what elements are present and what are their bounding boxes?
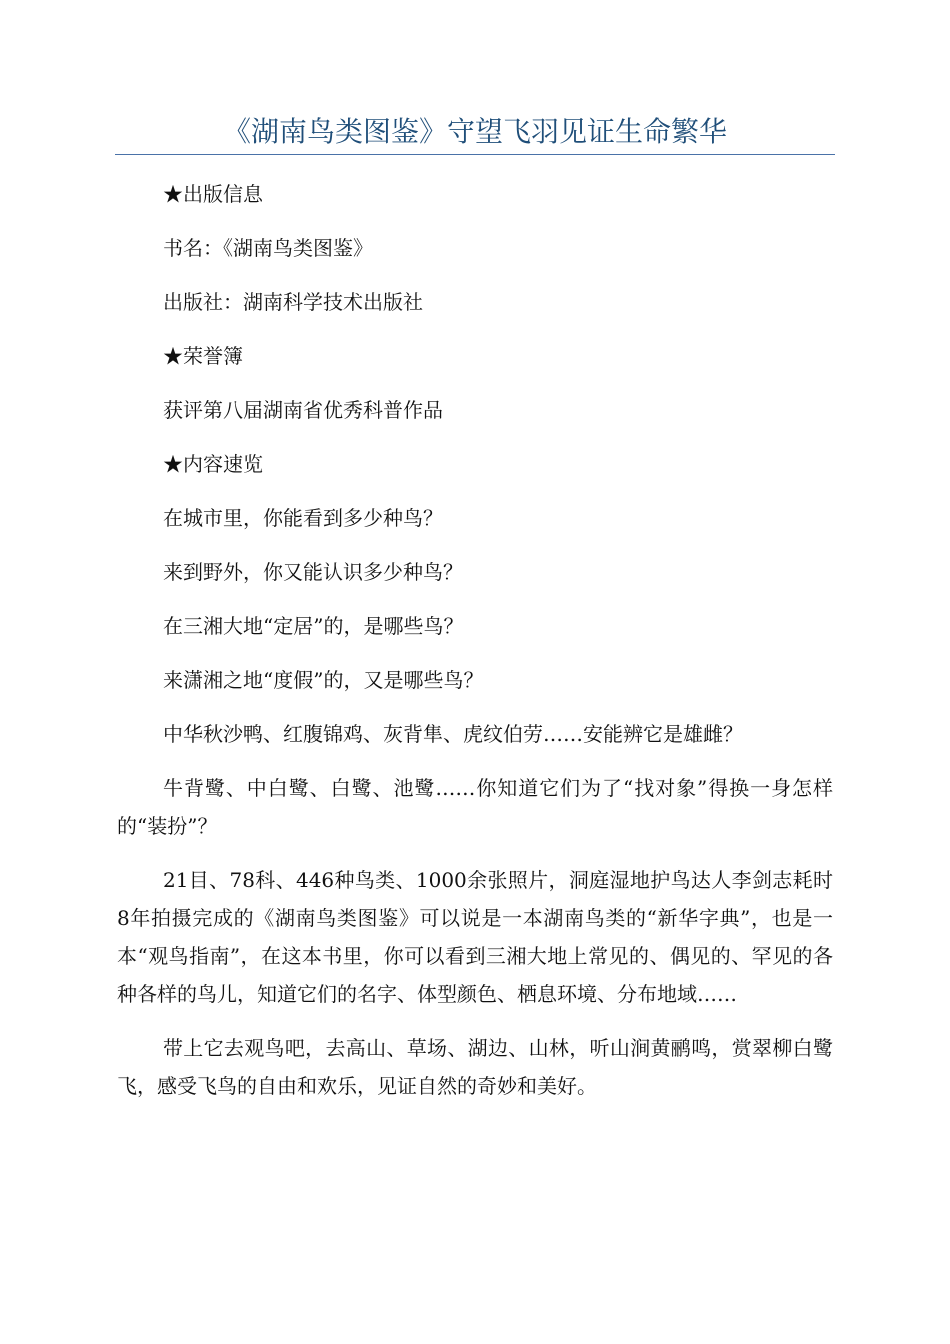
- publisher-line: 出版社：湖南科学技术出版社: [163, 290, 423, 314]
- award-line: 获评第八届湖南省优秀科普作品: [163, 398, 443, 422]
- document-title: 《湖南鸟类图鉴》守望飞羽见证生命繁华: [222, 115, 727, 148]
- question-line: 在三湘大地“定居”的，是哪些鸟？: [163, 614, 464, 638]
- question-line: 在城市里，你能看到多少种鸟？: [163, 506, 443, 530]
- section-heading-honors: ★荣誉簿: [163, 344, 243, 368]
- section-heading-overview: ★内容速览: [163, 452, 263, 476]
- book-name-line: 书名：《湖南鸟类图鉴》: [163, 236, 373, 260]
- question-line: 来到野外，你又能认识多少种鸟？: [163, 560, 463, 584]
- document-body: [117, 175, 833, 1121]
- body-paragraph: 牛背鹭、中白鹭、白鹭、池鹭……你知道它们为了“找对象”得换一身怎样的“装扮”？: [117, 776, 833, 838]
- section-heading-publication: ★出版信息: [163, 182, 263, 206]
- question-line: 来潇湘之地“度假”的，又是哪些鸟？: [163, 668, 484, 692]
- title-underline: [115, 154, 835, 155]
- question-line: 中华秋沙鸭、红腹锦鸡、灰背隼、虎纹伯劳……安能辨它是雄雌？: [163, 722, 743, 746]
- body-paragraph: 21目、78科、446种鸟类、1000余张照片，洞庭湿地护鸟达人李剑志耗时8年拍摄完成的《湖南鸟类图鉴》可以说是一本湖南鸟类的“新华字典”，也是一本“观鸟指南”，在这本书里，你可以看到三湘大地上常见的、偶见的、罕见的各种各样的鸟儿，知道它们的名字、体型颜色、栖息环境、分布地域……: [117, 868, 833, 1006]
- body-paragraph: 带上它去观鸟吧，去高山、草场、湖边、山林，听山涧黄鹂鸣，赏翠柳白鹭飞，感受飞鸟的自由和欢乐，见证自然的奇妙和美好。: [117, 1036, 833, 1098]
